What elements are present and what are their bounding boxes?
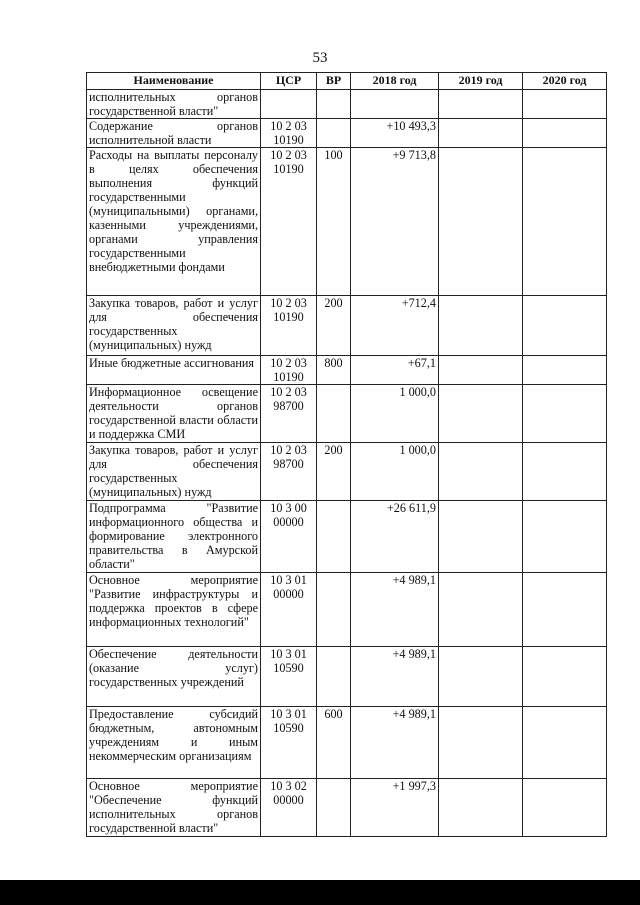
cell-2018: +26 611,9 [351, 501, 439, 573]
cell-2020 [523, 573, 607, 647]
cell-csr: 10 3 01 10590 [261, 647, 317, 707]
table-row [87, 148, 607, 296]
cell-2019 [439, 90, 523, 119]
cell-name: Содержание органов исполнительной власти [87, 119, 261, 148]
cell-vr: 200 [317, 296, 351, 356]
cell-2019 [439, 385, 523, 443]
cell-2019 [439, 707, 523, 779]
cell-name: Предоставление субсидий бюджетным, автономным учреждениям и иным некоммерческим организациям [87, 707, 261, 779]
cell-vr [317, 501, 351, 573]
cell-name: исполнительных органов государственной власти" [87, 90, 261, 119]
cell-2020 [523, 119, 607, 148]
cell-2018: +10 493,3 [351, 119, 439, 148]
cell-name: Иные бюджетные ассигнования [87, 356, 261, 385]
cell-name: Подпрограмма "Развитие информационного общества и формирование электронного правительства в Амурской области" [87, 501, 261, 573]
cell-vr [317, 385, 351, 443]
cell-2020 [523, 779, 607, 837]
table-row [87, 90, 607, 119]
cell-name: Расходы на выплаты персоналу в целях обеспечения выполнения функций государственными (муниципальными) органами, казенными учреждениями, органами управления государственными внебюджетными фондами [87, 148, 261, 296]
cell-2020 [523, 385, 607, 443]
cell-csr: 10 2 03 10190 [261, 119, 317, 148]
scan-border [0, 880, 640, 905]
table-row [87, 385, 607, 443]
table-row [87, 573, 607, 647]
cell-vr: 800 [317, 356, 351, 385]
cell-2019 [439, 296, 523, 356]
table-row [87, 647, 607, 707]
cell-2020 [523, 148, 607, 296]
table-row [87, 501, 607, 573]
cell-2020 [523, 296, 607, 356]
cell-vr: 100 [317, 148, 351, 296]
cell-csr: 10 2 03 98700 [261, 443, 317, 501]
header-vr: ВР [317, 73, 351, 90]
cell-vr: 600 [317, 707, 351, 779]
header-2020: 2020 год [523, 73, 607, 90]
cell-2018: 1 000,0 [351, 443, 439, 501]
cell-name: Основное мероприятие "Развитие инфраструктуры и поддержка проектов в сфере информационных технологий" [87, 573, 261, 647]
cell-csr [261, 90, 317, 119]
budget-table [86, 72, 607, 837]
cell-2018: +9 713,8 [351, 148, 439, 296]
cell-2018: +4 989,1 [351, 647, 439, 707]
cell-2019 [439, 443, 523, 501]
table-header-row [87, 73, 607, 90]
cell-2020 [523, 647, 607, 707]
cell-csr: 10 2 03 98700 [261, 385, 317, 443]
cell-2020 [523, 501, 607, 573]
cell-vr [317, 647, 351, 707]
cell-name: Обеспечение деятельности (оказание услуг) государственных учреждений [87, 647, 261, 707]
cell-2018: 1 000,0 [351, 385, 439, 443]
cell-2019 [439, 573, 523, 647]
table-row [87, 296, 607, 356]
cell-2018: +4 989,1 [351, 573, 439, 647]
cell-2018: +4 989,1 [351, 707, 439, 779]
cell-csr: 10 2 03 10190 [261, 296, 317, 356]
cell-2019 [439, 647, 523, 707]
cell-csr: 10 2 03 10190 [261, 356, 317, 385]
header-name: Наименование [87, 73, 261, 90]
cell-csr: 10 3 01 00000 [261, 573, 317, 647]
cell-vr: 200 [317, 443, 351, 501]
cell-csr: 10 3 02 00000 [261, 779, 317, 837]
table-row [87, 779, 607, 837]
cell-csr: 10 3 01 10590 [261, 707, 317, 779]
cell-name: Закупка товаров, работ и услуг для обеспечения государственных (муниципальных) нужд [87, 443, 261, 501]
cell-2018 [351, 90, 439, 119]
cell-2018: +67,1 [351, 356, 439, 385]
cell-vr [317, 573, 351, 647]
page-number: 53 [312, 50, 328, 66]
cell-vr [317, 119, 351, 148]
cell-name: Информационное освещение деятельности органов государственной власти области и поддержка СМИ [87, 385, 261, 443]
cell-2020 [523, 90, 607, 119]
cell-name: Основное мероприятие "Обеспечение функций исполнительных органов государственной власти" [87, 779, 261, 837]
cell-2019 [439, 501, 523, 573]
cell-2019 [439, 356, 523, 385]
table-body [87, 90, 607, 837]
cell-name: Закупка товаров, работ и услуг для обеспечения государственных (муниципальных) нужд [87, 296, 261, 356]
cell-2020 [523, 707, 607, 779]
cell-2018: +712,4 [351, 296, 439, 356]
cell-vr [317, 90, 351, 119]
cell-2018: +1 997,3 [351, 779, 439, 837]
cell-vr [317, 779, 351, 837]
table-row [87, 443, 607, 501]
cell-2019 [439, 148, 523, 296]
header-2018: 2018 год [351, 73, 439, 90]
cell-csr: 10 3 00 00000 [261, 501, 317, 573]
table-row [87, 356, 607, 385]
header-csr: ЦСР [261, 73, 317, 90]
cell-2020 [523, 356, 607, 385]
cell-2020 [523, 443, 607, 501]
table-row [87, 707, 607, 779]
table-row [87, 119, 607, 148]
cell-2019 [439, 119, 523, 148]
cell-csr: 10 2 03 10190 [261, 148, 317, 296]
cell-2019 [439, 779, 523, 837]
header-2019: 2019 год [439, 73, 523, 90]
